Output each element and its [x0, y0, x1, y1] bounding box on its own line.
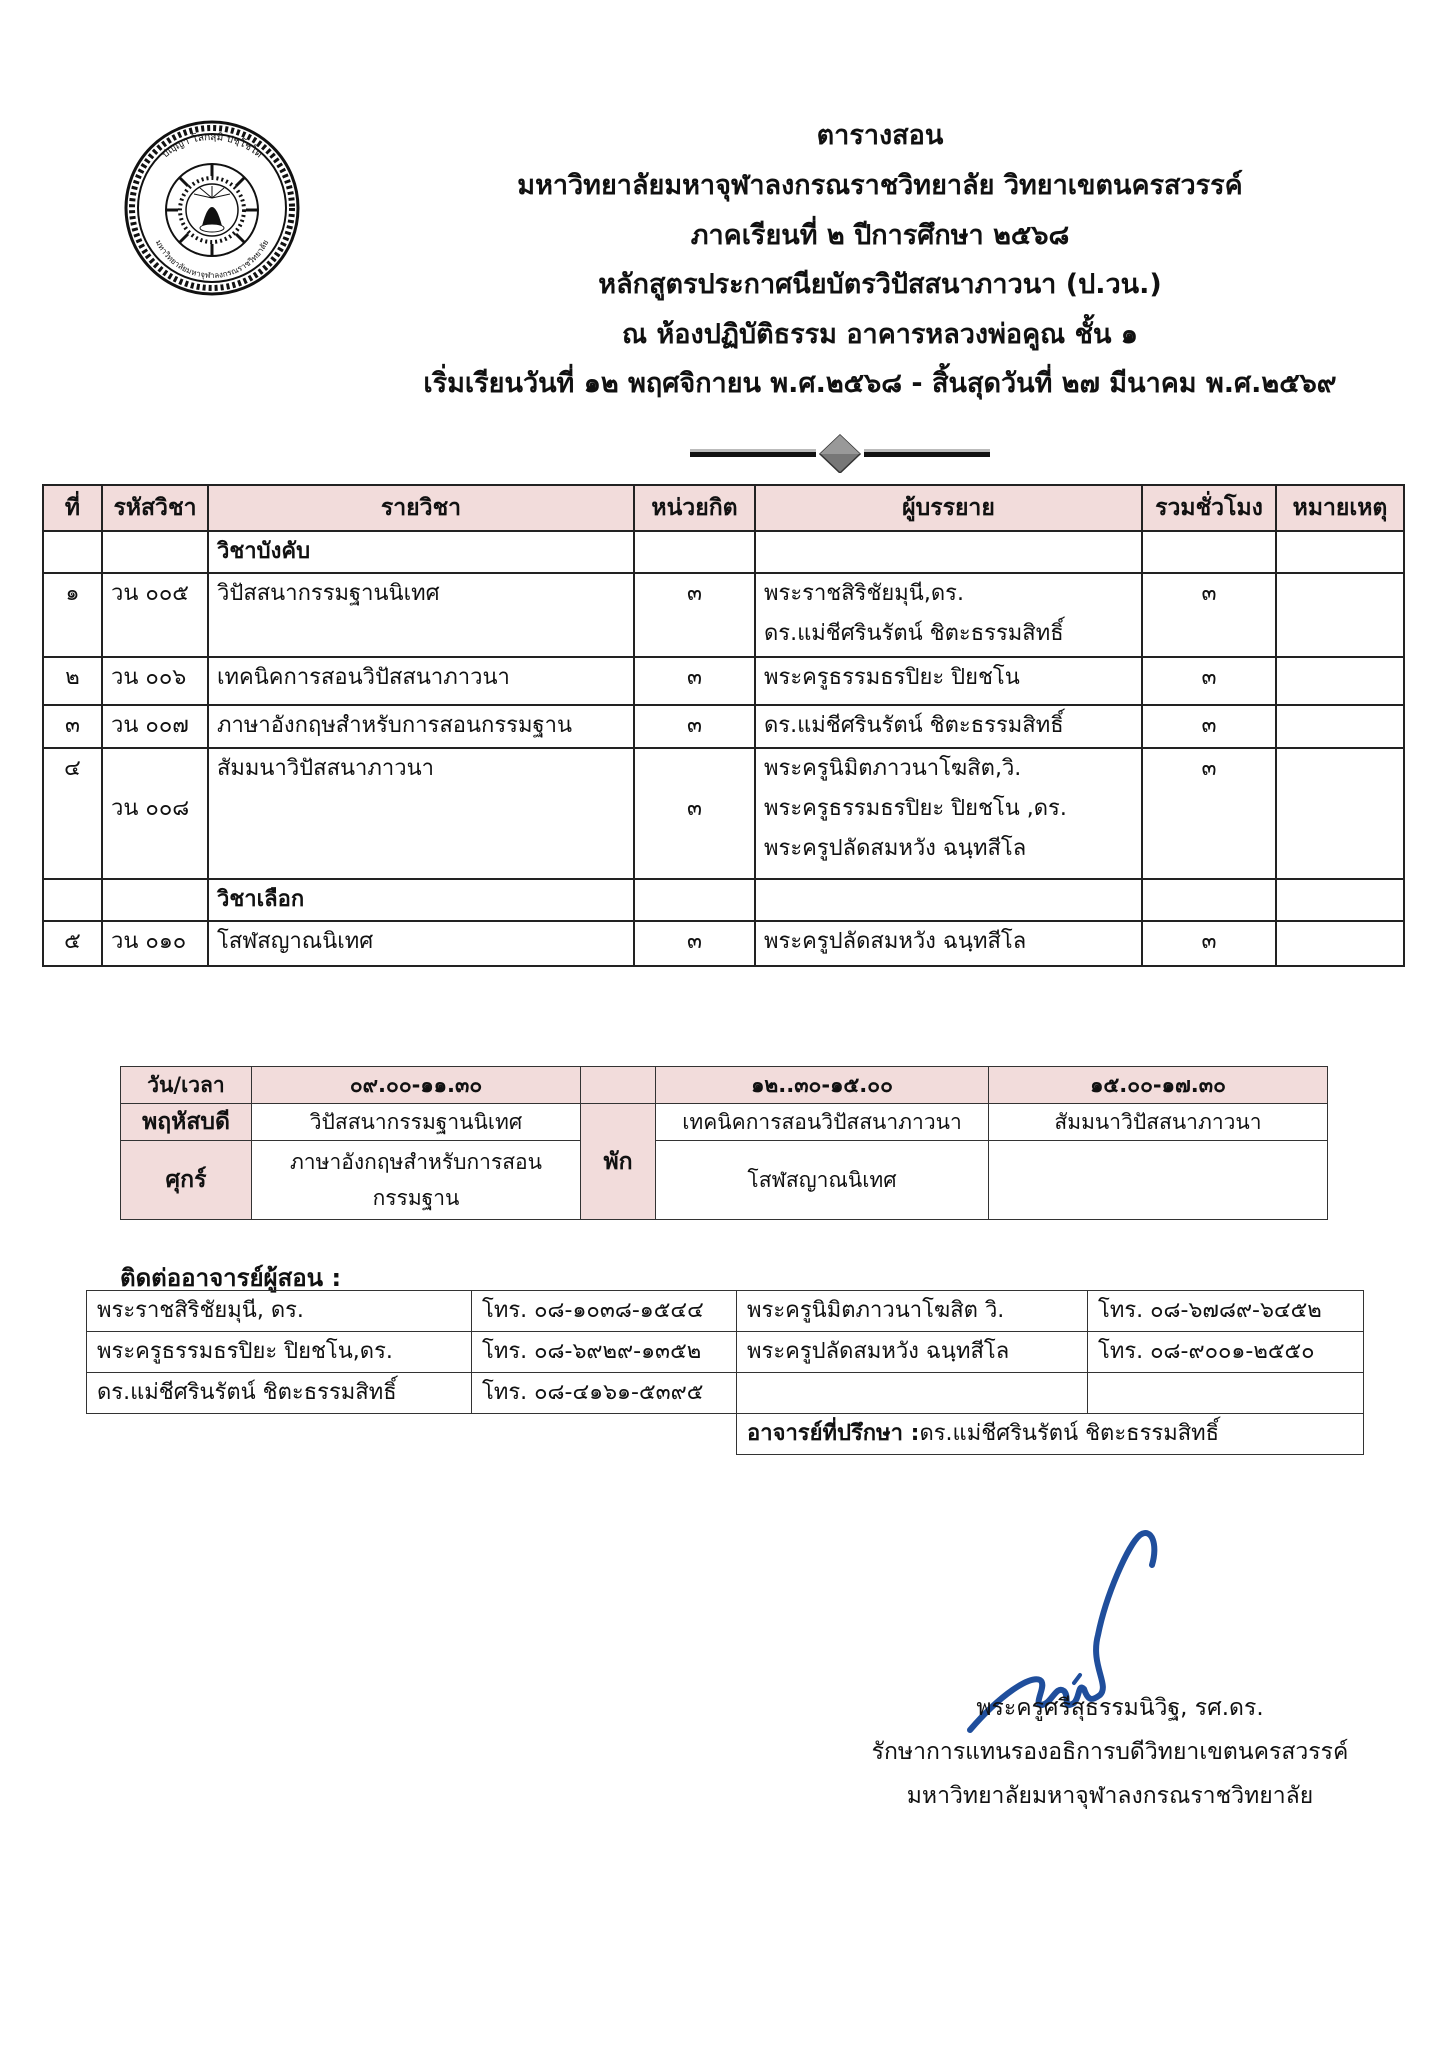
col-header-note: หมายเหตุ — [1276, 485, 1404, 531]
break-label: พัก — [581, 1104, 656, 1220]
slot-header: ๑๒..๓๐-๑๕.๐๐ — [656, 1067, 989, 1104]
group-label-elective: วิชาเลือก — [208, 879, 634, 921]
row-no: ๕ — [43, 921, 102, 966]
table-row — [43, 705, 1404, 748]
lecturer: ดร.แม่ชีศรินรัตน์ ชิตะธรรมสิทธิ์ — [764, 621, 1064, 646]
contact-row — [87, 1373, 1364, 1414]
contacts-table — [86, 1290, 1364, 1455]
adviser-cell — [737, 1414, 1364, 1455]
contact-row — [87, 1332, 1364, 1373]
row-lecturers — [755, 705, 1142, 748]
slot-header: ๐๙.๐๐-๑๑.๓๐ — [252, 1067, 581, 1104]
contact-phone: โทร. ๐๘-๙๐๐๑-๒๕๕๐ — [1088, 1332, 1364, 1373]
contact-name — [737, 1373, 1088, 1414]
row-note — [1276, 705, 1404, 748]
schedule-cell — [252, 1141, 581, 1220]
group-row-required — [43, 531, 1404, 573]
schedule-row — [121, 1104, 1328, 1141]
col-header-code: รหัสวิชา — [102, 485, 208, 531]
contact-name: พระครูนิมิตภาวนาโฆสิต วิ. — [737, 1291, 1088, 1332]
row-no: ๑ — [43, 573, 102, 657]
row-hours: ๓ — [1142, 573, 1276, 657]
break-header — [581, 1067, 656, 1104]
diamond-divider-icon — [680, 433, 1000, 473]
schedule-day: ศุกร์ — [121, 1141, 252, 1220]
contact-name: ดร.แม่ชีศรินรัตน์ ชิตะธรรมสิทธิ์ — [87, 1373, 472, 1414]
schedule-cell: โสฬสญาณนิเทศ — [656, 1141, 989, 1220]
row-credits: ๓ — [634, 748, 755, 879]
signatory-name: พระครูศรีสุธรรมนิวิฐ, รศ.ดร. — [976, 1695, 1264, 1721]
col-header-subject: รายวิชา — [208, 485, 634, 531]
seal-text-top: ปญฺญา โลกสฺมิ ปชฺโชโต — [159, 131, 265, 161]
row-lecturers — [755, 921, 1142, 966]
table-row — [43, 748, 1404, 879]
contact-phone — [1088, 1373, 1364, 1414]
row-hours: ๓ — [1142, 657, 1276, 705]
course-table — [42, 484, 1405, 967]
col-header-no: ที่ — [43, 485, 102, 531]
schedule-cell-line: กรรมฐาน — [372, 1186, 460, 1210]
table-row — [43, 657, 1404, 705]
signatory-position: รักษาการแทนรองอธิการบดีวิทยาเขตนครสวรรค์ — [871, 1739, 1349, 1765]
row-code: วน ๐๐๘ — [102, 748, 208, 879]
group-row-elective — [43, 879, 1404, 921]
lecturer: พระครูธรรมธรปิยะ ปิยชโน — [764, 665, 1020, 690]
adviser-name: ดร.แม่ชีศรินรัตน์ ชิตะธรรมสิทธิ์ — [919, 1421, 1220, 1446]
col-header-lecturer: ผู้บรรยาย — [755, 485, 1142, 531]
table-row — [43, 921, 1404, 966]
contact-name: พระครูปลัดสมหวัง ฉนฺทสีโล — [737, 1332, 1088, 1373]
row-code: วน ๐๑๐ — [102, 921, 208, 966]
row-subject: เทคนิคการสอนวิปัสสนาภาวนา — [208, 657, 634, 705]
row-lecturers — [755, 657, 1142, 705]
contact-phone: โทร. ๐๘-๖๙๒๙-๑๓๕๒ — [472, 1332, 737, 1373]
course-table-header — [43, 485, 1404, 531]
lecturer: พระครูปลัดสมหวัง ฉนฺทสีโล — [764, 929, 1027, 954]
row-no: ๓ — [43, 705, 102, 748]
col-header-hours: รวมชั่วโมง — [1142, 485, 1276, 531]
row-hours: ๓ — [1142, 921, 1276, 966]
slot-header: ๑๕.๐๐-๑๗.๓๐ — [989, 1067, 1328, 1104]
schedule-cell: วิปัสสนากรรมฐานนิเทศ — [252, 1104, 581, 1141]
schedule-row — [121, 1141, 1328, 1220]
schedule-cell: เทคนิคการสอนวิปัสสนาภาวนา — [656, 1104, 989, 1141]
university-seal-icon — [112, 118, 312, 298]
row-credits: ๓ — [634, 705, 755, 748]
location-line: ณ ห้องปฏิบัติธรรม อาคารหลวงพ่อคูณ ชั้น ๑ — [622, 319, 1138, 350]
row-subject: วิปัสสนากรรมฐานนิเทศ — [208, 573, 634, 657]
row-note — [1276, 921, 1404, 966]
lecturer: พระราชสิริชัยมุนี,ดร. — [764, 581, 964, 606]
contact-phone: โทร. ๐๘-๔๑๖๑-๕๓๙๕ — [472, 1373, 737, 1414]
university-name: มหาวิทยาลัยมหาจุฬาลงกรณราชวิทยาลัย วิทยาเขตนครสวรรค์ — [517, 170, 1243, 201]
schedule-header-row — [121, 1067, 1328, 1104]
lecturer: พระครูธรรมธรปิยะ ปิยชโน ,ดร. — [764, 796, 1067, 821]
row-note — [1276, 657, 1404, 705]
row-subject: สัมมนาวิปัสสนาภาวนา — [208, 748, 634, 879]
program-line: หลักสูตรประกาศนียบัตรวิปัสสนาภาวนา (ป.วน.) — [598, 269, 1162, 300]
row-no: ๒ — [43, 657, 102, 705]
row-hours: ๓ — [1142, 748, 1276, 879]
group-label-required: วิชาบังคับ — [208, 531, 634, 573]
adviser-label: อาจารย์ที่ปรึกษา : — [747, 1421, 920, 1446]
row-code: วน ๐๐๕ — [102, 573, 208, 657]
schedule-cell-line: ภาษาอังกฤษสำหรับการสอน — [289, 1150, 543, 1174]
document-title: ตารางสอน — [816, 120, 944, 151]
row-credits: ๓ — [634, 921, 755, 966]
contact-name: พระครูธรรมธรปิยะ ปิยชโน,ดร. — [87, 1332, 472, 1373]
contacts-title: ติดต่ออาจารย์ผู้สอน : — [120, 1264, 342, 1292]
adviser-row — [87, 1414, 1364, 1455]
lecturer: พระครูปลัดสมหวัง ฉนฺทสีโล — [764, 836, 1027, 861]
row-lecturers — [755, 748, 1142, 879]
row-lecturers — [755, 573, 1142, 657]
contact-name: พระราชสิริชัยมุนี, ดร. — [87, 1291, 472, 1332]
row-note — [1276, 748, 1404, 879]
contact-row — [87, 1291, 1364, 1332]
dates-line: เริ่มเรียนวันที่ ๑๒ พฤศจิกายน พ.ศ.๒๕๖๘ - สิ้นสุดวันที่ ๒๗ มีนาคม พ.ศ.๒๕๖๙ — [423, 368, 1337, 399]
schedule-cell: สัมมนาวิปัสสนาภาวนา — [989, 1104, 1328, 1141]
signatory-organization: มหาวิทยาลัยมหาจุฬาลงกรณราชวิทยาลัย — [906, 1783, 1314, 1809]
lecturer: ดร.แม่ชีศรินรัตน์ ชิตะธรรมสิทธิ์ — [764, 713, 1064, 738]
row-code: วน ๐๐๗ — [102, 705, 208, 748]
row-code: วน ๐๐๖ — [102, 657, 208, 705]
row-subject: ภาษาอังกฤษสำหรับการสอนกรรมฐาน — [208, 705, 634, 748]
seal-text-bottom: มหาวิทยาลัยมหาจุฬาลงกรณราชวิทยาลัย — [153, 238, 271, 281]
row-note — [1276, 573, 1404, 657]
table-row — [43, 573, 1404, 657]
schedule-corner: วัน/เวลา — [121, 1067, 252, 1104]
row-hours: ๓ — [1142, 705, 1276, 748]
schedule-day: พฤหัสบดี — [121, 1104, 252, 1141]
contact-phone: โทร. ๐๘-๑๐๓๘-๑๕๔๔ — [472, 1291, 737, 1332]
semester-line: ภาคเรียนที่ ๒ ปีการศึกษา ๒๕๖๘ — [690, 220, 1070, 251]
col-header-credits: หน่วยกิต — [634, 485, 755, 531]
contact-phone: โทร. ๐๘-๖๗๘๙-๖๔๕๒ — [1088, 1291, 1364, 1332]
schedule-cell — [989, 1141, 1328, 1220]
row-credits: ๓ — [634, 657, 755, 705]
row-credits: ๓ — [634, 573, 755, 657]
row-subject: โสฬสญาณนิเทศ — [208, 921, 634, 966]
weekly-schedule-table — [120, 1066, 1328, 1220]
row-no: ๔ — [43, 748, 102, 879]
lecturer: พระครูนิมิตภาวนาโฆสิต,วิ. — [764, 756, 1022, 781]
